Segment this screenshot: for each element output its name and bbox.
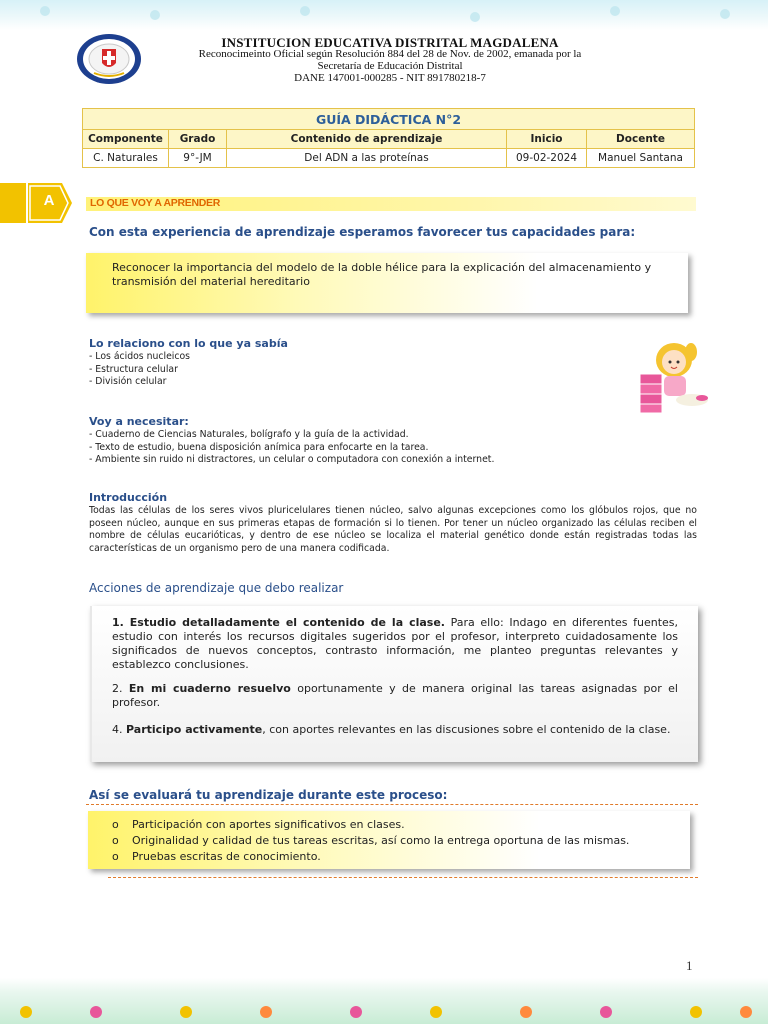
needs-list (89, 429, 494, 467)
section-heading-bar (86, 197, 696, 211)
recognition-line-2: Secretaría de Educación Distrital (317, 60, 463, 72)
page-number: 1 (686, 958, 693, 973)
action-3-prefix: 4. (112, 723, 126, 736)
introduction-heading: Introducción (89, 491, 168, 504)
header-componente: Componente (83, 130, 169, 149)
school-crest-logo (76, 33, 142, 85)
action-item-2 (112, 682, 678, 710)
list-item: - Estructura celular (89, 363, 178, 375)
snowflake-decoration (300, 6, 310, 16)
action-1-text: Para ello: Indago en diferentes fuentes, estudio con interés los recursos digitales sugeridos por el profesor, interpreto cuidadosamente los significados de nuevos conceptos, contrasto información, me planteo preguntas relevantes y establezco conclusiones. (112, 616, 679, 671)
objective-callout (86, 253, 688, 313)
flower-decoration (350, 1006, 362, 1018)
header-grado: Grado (169, 130, 227, 149)
action-item-3 (112, 723, 678, 737)
flower-decoration (690, 1006, 702, 1018)
list-item (106, 833, 686, 849)
girl-with-blocks-illustration (636, 340, 712, 414)
guide-title: GUÍA DIDÁCTICA N°2 (83, 109, 695, 130)
header-contenido: Contenido de aprendizaje (227, 130, 507, 149)
evaluation-list (106, 817, 686, 865)
introduction-text: Todas las células de los seres vivos pluricelulares tienen núcleo, salvo algunas excepciones como los glóbulos rojos, que no poseen núcleo, aunque en sus primeras etapas de formación si lo tienen. Por tener un núcleo organizado las células reciben el nombre de células eucarióticas, y dentro de ese núcleo se localiza el material genético donde están registradas todas las características de un organismo pero de una manera codificada. (89, 505, 697, 554)
flower-decoration (20, 1006, 32, 1018)
header-docente: Docente (587, 130, 695, 149)
action-item-1 (112, 616, 678, 672)
action-3-text: , con aportes relevantes en las discusiones sobre el contenido de la clase. (262, 723, 671, 736)
table-header-row (83, 130, 695, 149)
cell-docente: Manuel Santana (587, 149, 695, 168)
snowflake-decoration (150, 10, 160, 20)
list-item: - Ambiente sin ruido ni distractores, un celular o computadora con conexión a internet. (89, 454, 495, 465)
needs-heading: Voy a necesitar: (89, 415, 189, 428)
cell-inicio: 09-02-2024 (507, 149, 587, 168)
dashed-divider (86, 804, 698, 805)
list-item: - División celular (89, 376, 167, 387)
action-1-bold: 1. Estudio detalladamente el contenido de la clase. (112, 616, 445, 629)
objective-text: Reconocer la importancia del modelo de la doble hélice para la explicación del almacenamiento y transmisión del material hereditario (112, 261, 652, 288)
action-2-bold: En mi cuaderno resuelvo (128, 682, 291, 695)
header-inicio: Inicio (507, 130, 587, 149)
flower-decoration (180, 1006, 192, 1018)
guide-info-table (82, 108, 695, 168)
action-2-prefix: 2. (112, 682, 129, 695)
list-item (106, 817, 686, 833)
prior-knowledge-list (89, 351, 190, 389)
evaluation-item-text: Pruebas escritas de conocimiento. (132, 850, 321, 863)
dane-nit-line: DANE 147001-000285 - NIT 891780218-7 (294, 72, 486, 84)
recognition-line-1: Reconocimeinto Oficial según Resolución 884 del 28 de Nov. de 2002, emanada por la (198, 48, 582, 60)
actions-box (90, 606, 698, 762)
action-2-text: oportunamente y de manera original las tareas asignadas por el profesor. (112, 682, 678, 709)
action-3-bold: Participo activamente (126, 723, 263, 736)
snowflake-decoration (610, 6, 620, 16)
flower-decoration (520, 1006, 532, 1018)
evaluation-item-text: Originalidad y calidad de tus tareas escritas, así como la entrega oportuna de las mismas. (132, 834, 630, 847)
flower-decoration (430, 1006, 442, 1018)
institution-name: INSTITUCION EDUCATIVA DISTRITAL MAGDALENA (221, 35, 559, 50)
actions-heading: Acciones de aprendizaje que debo realizar (89, 581, 344, 595)
list-item: - Texto de estudio, buena disposición anímica para enfocarte en la tarea. (89, 441, 429, 453)
bottom-decorative-border (0, 978, 768, 1024)
snowflake-decoration (470, 12, 480, 22)
evaluation-callout (88, 811, 690, 869)
flower-decoration (260, 1006, 272, 1018)
prior-knowledge-heading: Lo relaciono con lo que ya sabía (89, 337, 288, 350)
evaluation-heading: Así se evaluará tu aprendizaje durante este proceso: (89, 788, 448, 802)
cell-componente: C. Naturales (83, 149, 169, 168)
cell-contenido: Del ADN a las proteínas (227, 149, 507, 168)
cell-grado: 9°-JM (169, 149, 227, 168)
evaluation-item-text: Participación con aportes significativos en clases. (132, 818, 405, 831)
snowflake-decoration (40, 6, 50, 16)
section-heading: LO QUE VOY A APRENDER (90, 197, 221, 209)
flower-decoration (90, 1006, 102, 1018)
flower-decoration (600, 1006, 612, 1018)
flower-decoration (740, 1006, 752, 1018)
bullet-icon: o (112, 818, 119, 831)
dashed-divider (108, 877, 698, 878)
lead-statement: Con esta experiencia de aprendizaje esperamos favorecer tus capacidades para: (89, 225, 636, 239)
list-item (106, 849, 686, 865)
bullet-icon: o (112, 834, 119, 847)
top-decorative-border (0, 0, 768, 30)
list-item: - Los ácidos nucleicos (89, 351, 191, 362)
section-letter: A (43, 192, 55, 209)
table-row (83, 149, 695, 168)
snowflake-decoration (720, 9, 730, 19)
list-item: - Cuaderno de Ciencias Naturales, bolígrafo y la guía de la actividad. (89, 429, 409, 440)
bullet-icon: o (112, 850, 119, 863)
